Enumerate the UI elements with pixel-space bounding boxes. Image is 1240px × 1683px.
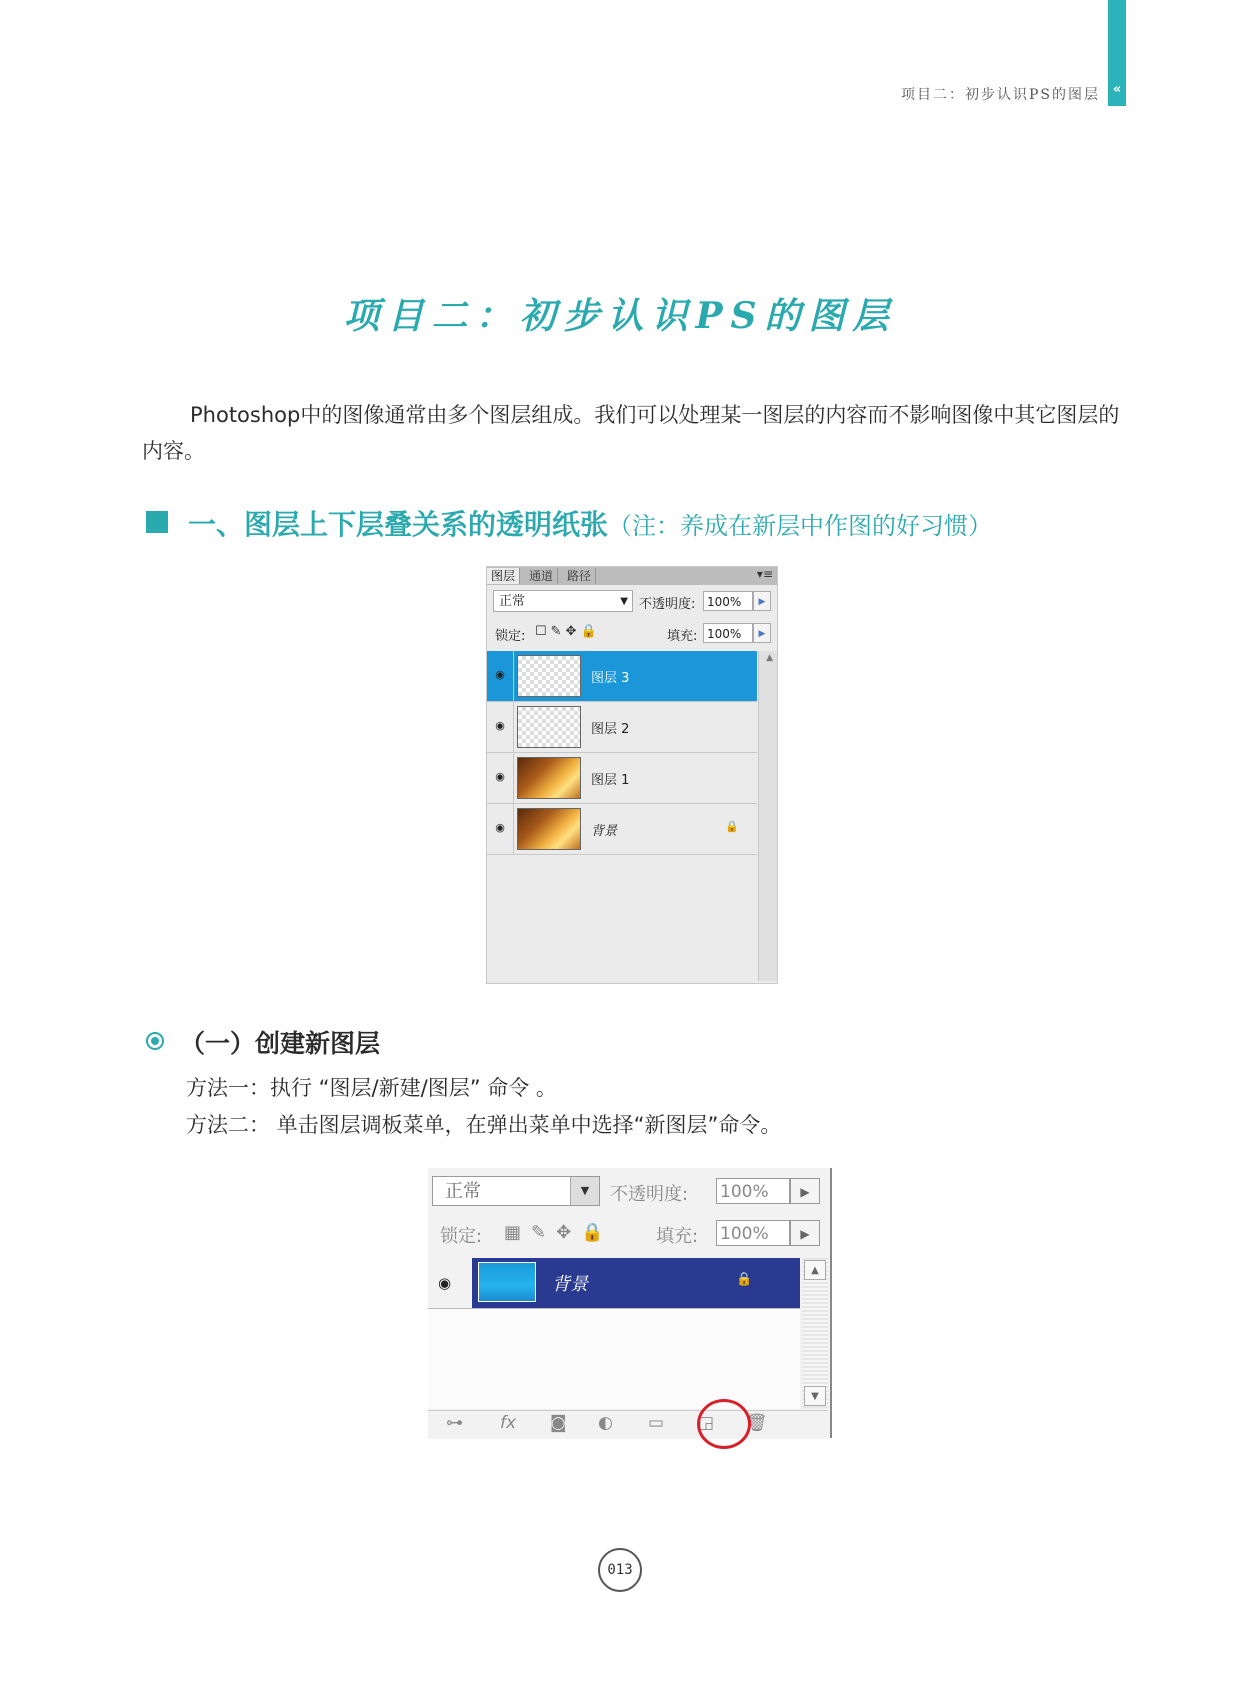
lock-label: 锁定:	[495, 629, 526, 644]
adjustment-icon[interactable]: ◐	[598, 1413, 613, 1433]
lock-options-icons[interactable]: ☐✎✥🔒	[535, 624, 601, 639]
blend-mode-value: 正常	[499, 594, 526, 609]
section-note: （注：养成在新层中作图的好习惯）	[608, 512, 993, 540]
blend-row	[487, 587, 777, 617]
layer-thumbnail	[517, 808, 581, 850]
panel-tabs	[487, 567, 777, 585]
eye-icon[interactable]: ◉	[495, 821, 505, 834]
tab-paths[interactable]: 路径	[563, 568, 596, 584]
layer-row-3[interactable]	[487, 651, 757, 702]
layer-name: 背景	[591, 824, 618, 839]
section-heading-text: 一、图层上下层叠关系的透明纸张	[188, 508, 609, 541]
layer-name: 图层 1	[591, 773, 630, 788]
layers-scrollbar[interactable]	[758, 651, 777, 981]
page-title: 项目二：初步认识PS的图层	[343, 295, 897, 337]
link-icon[interactable]: ⊶	[446, 1413, 463, 1433]
trash-icon[interactable]: 🗑	[746, 1413, 768, 1433]
opacity-label: 不透明度:	[639, 597, 696, 612]
lock-icon: 🔒	[736, 1272, 753, 1287]
layer-thumbnail	[517, 706, 581, 748]
method-two-text: 方法二： 单击图层调板菜单，在弹出菜单中选择“新图层”命令。	[186, 1113, 782, 1137]
layer-thumbnail	[517, 655, 581, 697]
layer-row-background[interactable]	[428, 1258, 800, 1308]
chevron-down-icon: ▼	[570, 1177, 599, 1205]
chevron-down-icon: ▼	[620, 596, 628, 607]
layers-panel-screenshot	[486, 566, 778, 984]
eye-icon[interactable]: ◉	[495, 770, 505, 783]
layer-row-1[interactable]	[487, 753, 757, 804]
scroll-up-icon[interactable]: ▲	[766, 653, 773, 663]
eye-icon[interactable]: ◉	[495, 668, 505, 681]
panel-bottom-toolbar	[428, 1410, 828, 1439]
lock-label: 锁定:	[440, 1226, 483, 1247]
layers-panel-screenshot-2	[428, 1168, 832, 1438]
fill-label: 填充:	[667, 629, 698, 644]
layer-row-background[interactable]	[487, 804, 757, 855]
lock-options-icons[interactable]: ▦✎✥🔒	[504, 1222, 614, 1243]
layers-empty-area	[428, 1308, 800, 1409]
layer-name: 背景	[552, 1274, 588, 1295]
layer-thumbnail	[517, 757, 581, 799]
blend-mode-select[interactable]	[493, 590, 633, 612]
opacity-field[interactable]: 100%	[716, 1178, 790, 1204]
lock-row	[487, 619, 777, 649]
layer-name: 图层 3	[591, 671, 630, 686]
lock-icon: 🔒	[725, 820, 739, 833]
tab-layers[interactable]: 图层	[487, 568, 520, 584]
intro-paragraph: Photoshop中的图像通常由多个图层组成。我们可以处理某一图层的内容而不影响图像中其它图层的内容。	[142, 403, 1120, 463]
opacity-arrow-icon[interactable]: ▶	[753, 591, 771, 611]
running-header: 项目二：初步认识PS的图层	[900, 87, 1100, 103]
fill-field[interactable]: 100%	[703, 623, 753, 643]
highlight-circle	[697, 1399, 751, 1449]
mask-icon[interactable]: ◙	[550, 1413, 567, 1433]
circle-bullet-dot	[151, 1037, 159, 1045]
panel-menu-icon[interactable]: ▾≡	[756, 567, 773, 581]
fill-arrow-icon[interactable]: ▶	[790, 1220, 820, 1246]
fx-icon[interactable]: fx	[500, 1413, 517, 1433]
method-one-text: 方法一：执行 “图层/新建/图层” 命令 。	[186, 1076, 557, 1100]
layer-thumbnail	[478, 1262, 536, 1302]
fill-arrow-icon[interactable]: ▶	[753, 623, 771, 643]
square-bullet-icon	[146, 511, 168, 533]
fill-field[interactable]: 100%	[716, 1220, 790, 1246]
page-number: 013	[598, 1548, 642, 1592]
layers-scrollbar[interactable]	[802, 1258, 828, 1408]
opacity-field[interactable]: 100%	[703, 591, 753, 611]
scroll-down-icon[interactable]: ▼	[804, 1386, 826, 1406]
layer-name: 图层 2	[591, 722, 630, 737]
folder-icon[interactable]: ▭	[648, 1413, 665, 1433]
subsection-heading: （一）创建新图层	[180, 1029, 381, 1058]
opacity-arrow-icon[interactable]: ▶	[790, 1178, 820, 1204]
new-layer-icon[interactable]: ◲	[698, 1413, 715, 1433]
fill-label: 填充:	[656, 1226, 699, 1247]
opacity-label: 不透明度:	[610, 1184, 689, 1205]
chevron-left-icon: «	[1112, 82, 1122, 97]
blend-mode-value: 正常	[445, 1181, 481, 1202]
tab-channels[interactable]: 通道	[525, 568, 558, 584]
scroll-up-icon[interactable]: ▲	[804, 1260, 826, 1280]
eye-icon[interactable]: ◉	[438, 1274, 452, 1292]
blend-mode-select[interactable]	[432, 1176, 600, 1206]
section-heading	[188, 503, 992, 543]
eye-icon[interactable]: ◉	[495, 719, 505, 732]
layer-row-2[interactable]	[487, 702, 757, 753]
